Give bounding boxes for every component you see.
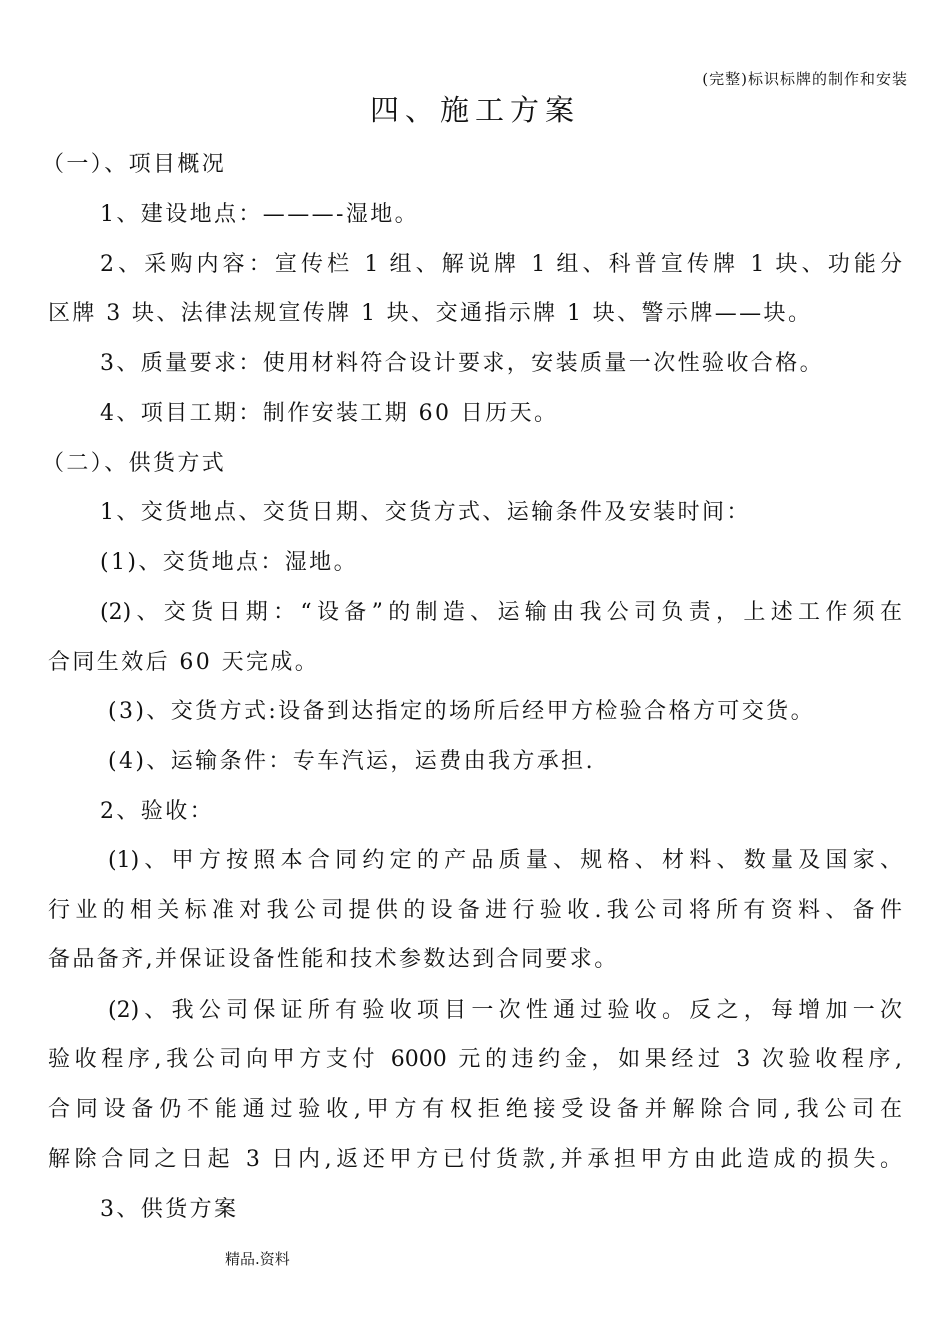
section-heading: （二）、供货方式	[42, 451, 227, 476]
paragraph-line: (2)、我公司保证所有验收项目一次性通过验收。反之，每增加一次	[108, 998, 902, 1023]
paragraph-line: (1)、交货地点：湿地。	[100, 550, 358, 575]
paragraph-line: 2、验收：	[100, 799, 214, 824]
header-note: (完整)标识标牌的制作和安装	[702, 70, 908, 88]
paragraph-line: (1)、甲方按照本合同约定的产品质量、规格、材料、数量及国家、	[108, 848, 902, 873]
paragraph-line: 合同设备仍不能通过验收,甲方有权拒绝接受设备并解除合同,我公司在	[48, 1097, 902, 1122]
paragraph-line: 2、采购内容：宣传栏 1 组、解说牌 1 组、科普宣传牌 1 块、功能分	[100, 252, 902, 277]
paragraph-line: 备品备齐,并保证设备性能和技术参数达到合同要求。	[48, 947, 619, 972]
paragraph-line: 3、质量要求：使用材料符合设计要求，安装质量一次性验收合格。	[100, 351, 824, 376]
paragraph-line: 区牌 3 块、法律法规宣传牌 1 块、交通指示牌 1 块、警示牌——块。	[48, 301, 813, 326]
paragraph-line: (4)、运输条件：专车汽运，运费由我方承担.	[108, 749, 595, 774]
paragraph-line: 1、建设地点：———-湿地。	[100, 202, 420, 227]
paragraph-line: 合同生效后 60 天完成。	[48, 650, 320, 675]
page-title: 四、施工方案	[369, 93, 580, 127]
paragraph-line: 行业的相关标准对我公司提供的设备进行验收.我公司将所有资料、备件	[48, 898, 902, 923]
paragraph-line: 4、项目工期：制作安装工期 60 日历天。	[100, 401, 559, 426]
paragraph-line: 1、交货地点、交货日期、交货方式、运输条件及安装时间：	[100, 500, 751, 525]
paragraph-line: (3)、交货方式:设备到达指定的场所后经甲方检验合格方可交货。	[108, 699, 815, 724]
paragraph-line: (2)、交货日期：“设备”的制造、运输由我公司负责，上述工作须在	[100, 600, 902, 625]
paragraph-line: 3、供货方案	[100, 1197, 239, 1222]
section-heading: （一）、项目概况	[42, 152, 227, 177]
paragraph-line: 验收程序,我公司向甲方支付 6000 元的违约金，如果经过 3 次验收程序,	[48, 1047, 902, 1072]
paragraph-line: 解除合同之日起 3 日内,返还甲方已付货款,并承担甲方由此造成的损失。	[48, 1147, 902, 1172]
footer-note: 精品.资料	[225, 1250, 290, 1268]
